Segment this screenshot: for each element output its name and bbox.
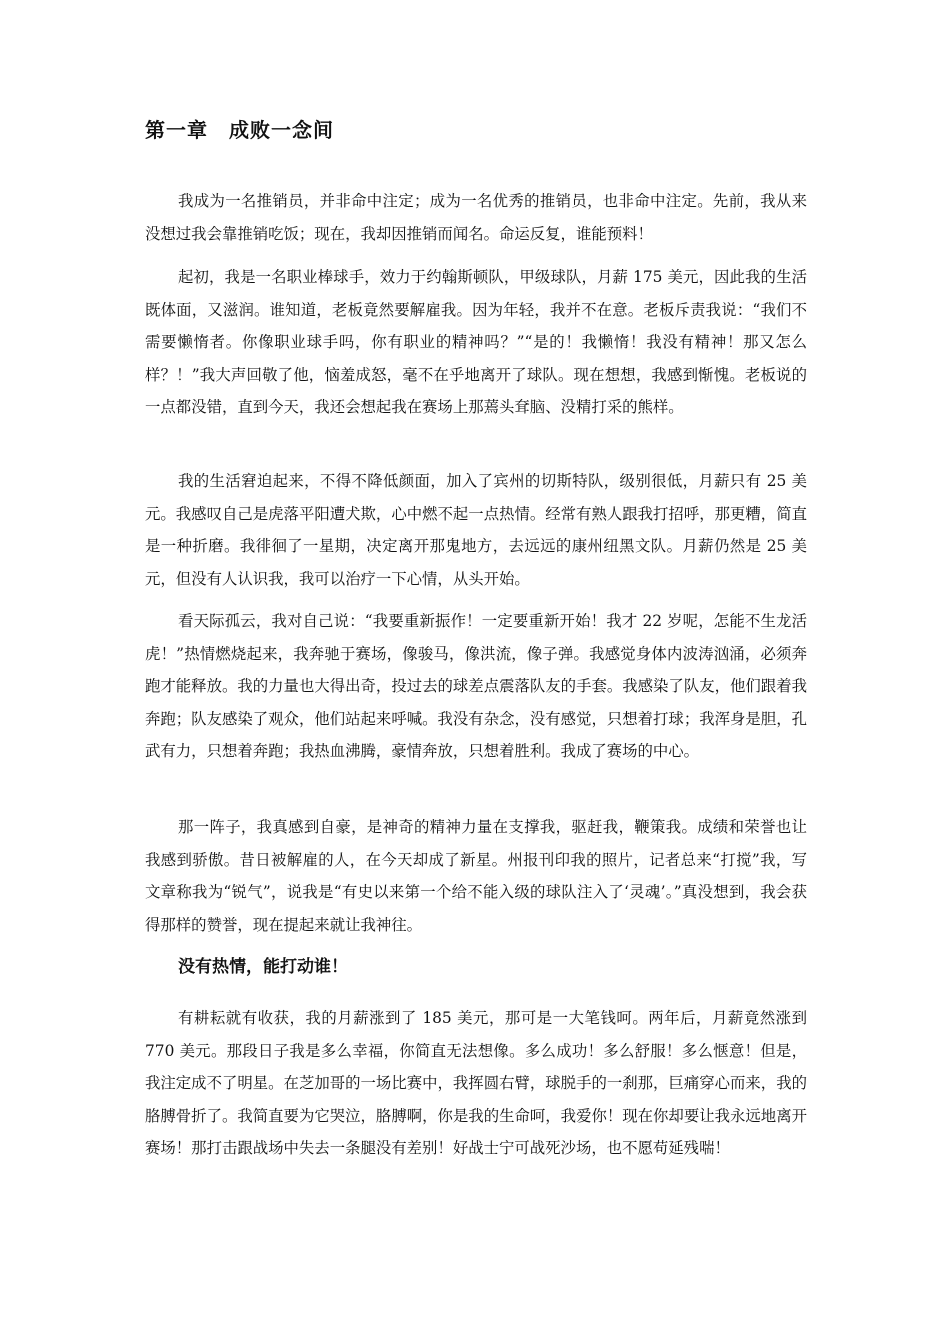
paragraph-2: 起初，我是一名职业棒球手，效力于约翰斯顿队，甲级球队，月薪 175 美元，因此我的生活既体面，又滋润。谁知道，老板竟然要解雇我。因为年轻，我并不在意。老板斥责我说：“我们不需要懒惰者。你像职业球手吗，你有职业的精神吗？”“是的！我懒惰！我没有精神！那又怎么样？！”我大声回敬了他，恼羞成怒，毫不在乎地离开了球队。现在想想，我感到惭愧。老板说的一点都没错，直到今天，我还会想起我在赛场上那蔫头耷脑、没精打采的熊样。 (145, 268, 807, 417)
paragraph-5: 那一阵子，我真感到自豪，是神奇的精神力量在支撑我，驱赶我，鞭策我。成绩和荣誉也让我感到骄傲。昔日被解雇的人，在今天却成了新星。州报刊印我的照片，记者总来“打搅”我，写文章称我为“锐气”，说我是“有史以来第一个给不能入级的球队注入了‘灵魂’。”真没想到，我会获得那样的赞誉，现在提起来就让我神往。 (145, 818, 807, 934)
section-paragraph-1: 有耕耘就有收获，我的月薪涨到了 185 美元，那可是一大笔钱呵。两年后，月薪竟然涨到 770 美元。那段日子我是多么幸福，你简直无法想像。多么成功！多么舒服！多么惬意！但是，我注定成不了明星。在芝加哥的一场比赛中，我挥圆右臂，球脱手的一刹那，巨痛穿心而来，我的胳膊骨折了。我简直要为它哭泣，胳膊啊，你是我的生命呵，我爱你！现在你却要让我永远地离开赛场！那打击跟战场中失去一条腿没有差别！好战士宁可战死沙场，也不愿苟延残喘！ (145, 1009, 807, 1158)
paragraph-1: 我成为一名推销员，并非命中注定；成为一名优秀的推销员，也非命中注定。先前，我从来没想过我会靠推销吃饭；现在，我却因推销而闻名。命运反复，谁能预料！ (145, 192, 807, 243)
paragraph-4: 看天际孤云，我对自己说：“我要重新振作！一定要重新开始！我才 22 岁呢，怎能不生龙活虎！”热情燃烧起来，我奔驰于赛场，像骏马，像洪流，像子弹。我感觉身体内波涛汹涌，必须奔跑才能释放。我的力量也大得出奇，投过去的球差点震落队友的手套。我感染了队友，他们跟着我奔跑；队友感染了观众，他们站起来呼喊。我没有杂念，没有感觉，只想着打球；我浑身是胆，孔武有力，只想着奔跑；我热血沸腾，豪情奔放，只想着胜利。我成了赛场的中心。 (145, 612, 807, 761)
chapter-title: 第一章 成败一念间 (145, 118, 334, 142)
section-heading: 没有热情，能打动谁！ (178, 957, 348, 977)
paragraph-3: 我的生活窘迫起来，不得不降低颜面，加入了宾州的切斯特队，级别很低，月薪只有 25 美元。我感叹自己是虎落平阳遭犬欺，心中燃不起一点热情。经常有熟人跟我打招呼，那更糟，简直是一种折磨。我徘徊了一星期，决定离开那鬼地方，去远远的康州纽黑文队。月薪仍然是 25 美元，但没有人认识我，我可以治疗一下心情，从头开始。 (145, 472, 807, 588)
